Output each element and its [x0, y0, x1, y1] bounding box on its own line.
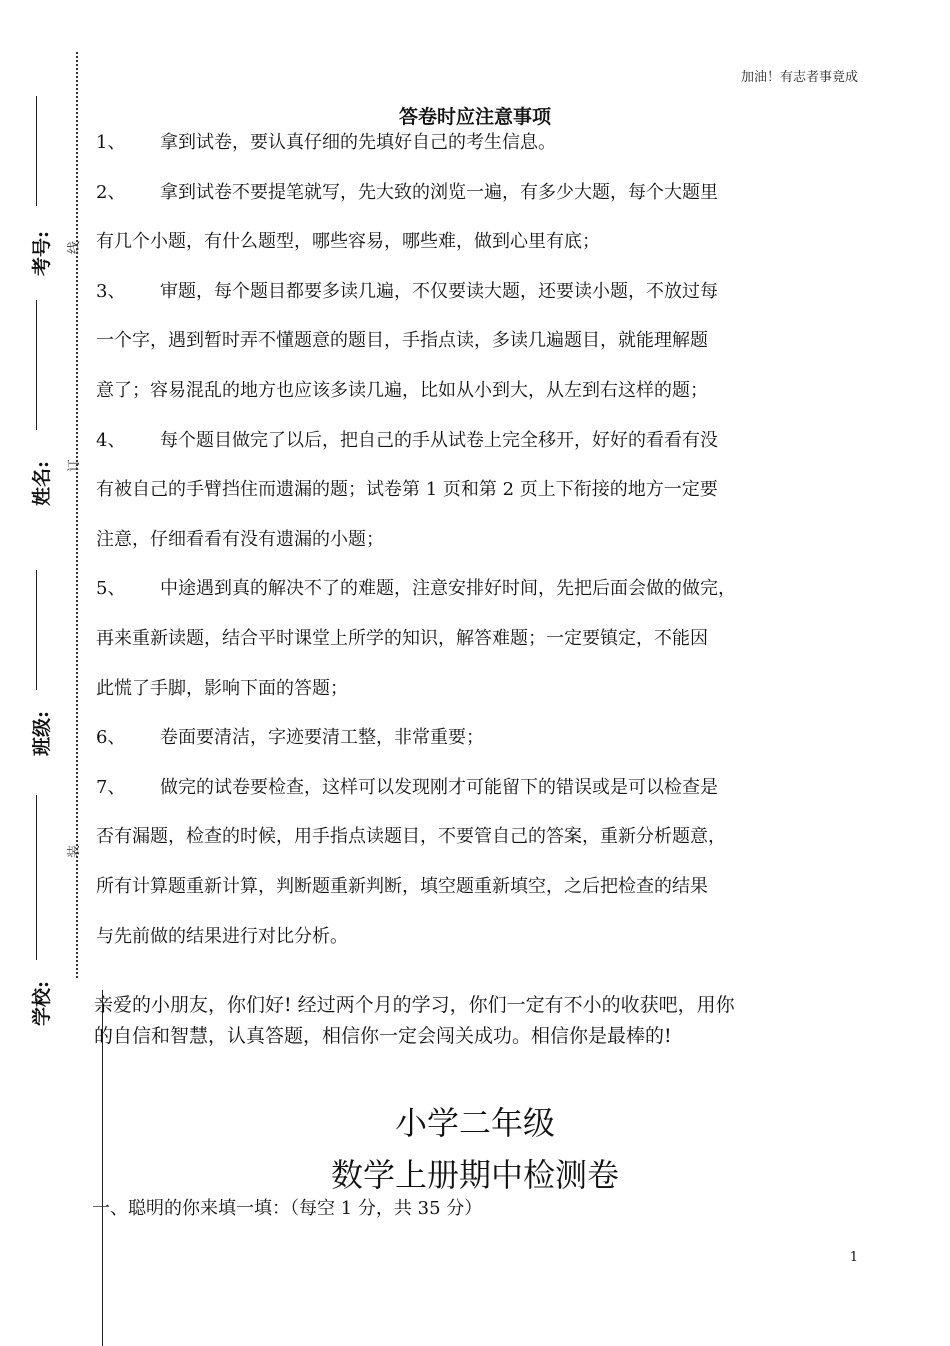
item-text: 卷面要清洁，字迹要清工整，非常重要；	[160, 727, 484, 749]
binding-mark-bind: 装	[67, 844, 83, 859]
item-text-continued: 注意，仔细看看有没有遗漏的小题；	[96, 528, 384, 550]
item-number: 4、	[96, 429, 126, 451]
section-1-heading: 一、聪明的你来填一填：（每空 1 分，共 35 分）	[92, 1198, 483, 1219]
school-blank	[36, 795, 37, 960]
school-label: 学校:	[31, 980, 54, 1027]
item-number: 5、	[96, 578, 126, 600]
notice-item-4	[96, 416, 886, 466]
item-text: 中途遇到真的解决不了的难题，注意安排好时间，先把后面会做的做完，	[160, 578, 736, 600]
exam-grade-title: 小学二年级	[394, 1104, 555, 1142]
intro-paragraph	[94, 990, 874, 1052]
notice-item-1	[96, 118, 886, 168]
item-text-continued: 此慌了手脚，影响下面的答题；	[96, 677, 348, 699]
notice-item-6	[96, 713, 886, 763]
item-number: 7、	[96, 776, 126, 798]
name-blank-top	[36, 300, 37, 430]
intro-line-1: 亲爱的小朋友，你们好! 经过两个月的学习，你们一定有不小的收获吧，用你	[94, 994, 735, 1016]
item-number: 6、	[96, 727, 126, 749]
binding-dotted-line	[76, 52, 78, 978]
notice-item-5	[96, 564, 886, 614]
notice-title: 答卷时应注意事项	[398, 106, 551, 128]
item-text: 做完的试卷要检查，这样可以发现刚才可能留下的错误或是可以检查是	[160, 776, 718, 798]
notice-item-2	[96, 168, 886, 218]
item-text-continued: 意了；容易混乱的地方也应该多读几遍，比如从小到大，从左到右这样的题；	[96, 379, 708, 401]
binding-mark-staple: 订	[67, 458, 83, 473]
item-text-continued: 有几个小题，有什么题型，哪些容易，哪些难，做到心里有底；	[96, 231, 600, 253]
header-motto: 加油！有志者事竟成	[740, 70, 858, 85]
item-text-continued: 与先前做的结果进行对比分析。	[96, 925, 348, 947]
item-text: 审题，每个题目都要多读几遍，不仅要读大题，还要读小题，不放过每	[160, 280, 718, 302]
notice-list	[96, 118, 886, 961]
item-text: 每个题目做完了以后，把自己的手从试卷上完全移开，好好的看看有没	[160, 429, 718, 451]
item-text-continued: 再来重新读题，结合平时课堂上所学的知识，解答难题；一定要镇定，不能因	[96, 627, 708, 649]
page-number: 1	[849, 1250, 858, 1265]
class-blank	[36, 570, 37, 690]
item-text-continued: 一个字，遇到暂时弄不懂题意的题目，手指点读，多读几遍题目，就能理解题	[96, 330, 708, 352]
name-label: 姓名:	[31, 460, 54, 507]
item-number: 2、	[96, 181, 126, 203]
notice-item-7	[96, 763, 886, 813]
item-text: 拿到试卷，要认真仔细的先填好自己的考生信息。	[160, 132, 556, 153]
binding-mark-line: 线	[67, 240, 83, 255]
class-label: 班级:	[31, 710, 54, 757]
item-text-continued: 所有计算题重新计算，判断题重新判断，填空题重新填空，之后把检查的结果	[96, 875, 708, 897]
item-text: 拿到试卷不要提笔就写，先大致的浏览一遍，有多少大题，每个大题里	[160, 181, 718, 203]
item-text-continued: 否有漏题，检查的时候，用手指点读题目，不要管自己的答案，重新分析题意，	[96, 826, 726, 848]
item-number: 3、	[96, 280, 126, 302]
intro-line-2: 的自信和智慧，认真答题，相信你一定会闯关成功。相信你是最棒的!	[94, 1025, 672, 1047]
exam-number-label: 考号:	[31, 230, 54, 277]
item-text-continued: 有被自己的手臂挡住而遗漏的题；试卷第 1 页和第 2 页上下衔接的地方一定要	[96, 479, 718, 501]
notice-item-3	[96, 267, 886, 317]
exam-name-title: 数学上册期中检测卷	[330, 1156, 619, 1194]
item-number: 1、	[96, 132, 126, 153]
